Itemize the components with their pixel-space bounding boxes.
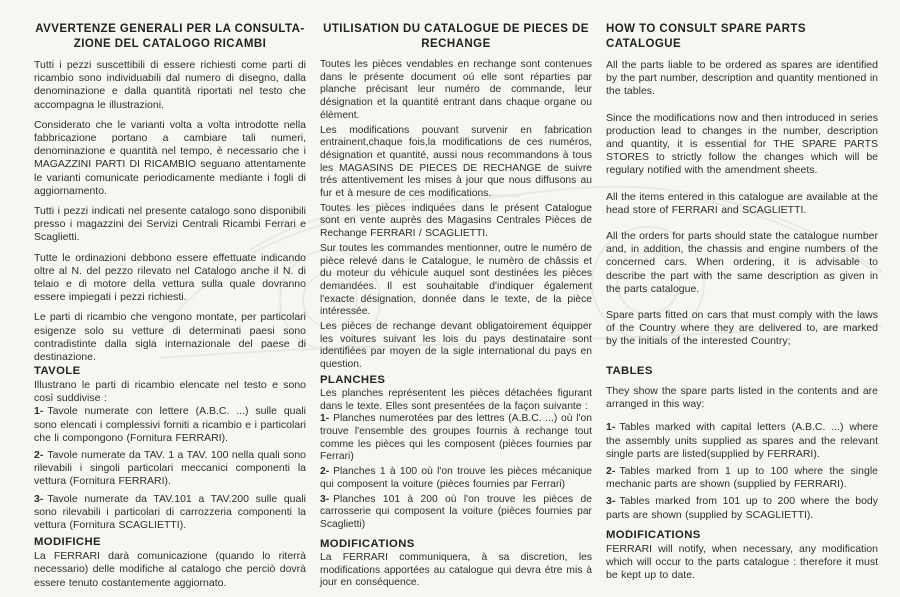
paragraph: Les modifications pouvant survenir en fabrication entrainent,chaque fois,la modifications de ces numéros, désignation et quantité, aussi nous recommandons à tous les MAGASINS DE PIECES DE RECHANGE de suivre trés attentivement les mises à jour que nous diffusons au fur et à mesure de ces modifications.	[320, 124, 592, 200]
item-text: Tavole numerate con lettere (A.B.C. ...) sulle quali sono elencati i complessivi forniti a ricambio e i particolari che li compongono (Fornitura FERRARI).	[34, 405, 306, 444]
paragraph: Sur toutes les commandes mentionner, outre le numéro de pièce relevé dans le Catalogue, le numèro de châssis et du moteur du véhicule auquel sont destinées les pièces demandées. Il est souhaitable d'indiquer également l'exacte désignation, donnée dans le texte, de la pièce intéressée.	[320, 242, 592, 318]
item-number: 3-	[34, 492, 44, 505]
column-italian	[34, 22, 306, 597]
section-heading: MODIFICATIONS	[320, 537, 415, 550]
column-title-english	[606, 22, 878, 56]
list-item	[320, 413, 592, 464]
paragraph: La FERRARI darà comunicazione (quando lo riterrà necessario) delle modifiche al catalogo che perciò dovrà essere tenuto costantemente aggiornato.	[34, 550, 306, 589]
column-english	[606, 22, 878, 597]
modifications-section-english	[606, 529, 878, 583]
tables-section-italian	[34, 365, 306, 532]
item-text: Planches 1 à 100 où l'on trouve les pièces mécanique qui composent la voiture (pièces fournies par Ferrari)	[320, 466, 592, 490]
paragraph: Since the modifications now and then introduced in series production lead to changes in the number, description and quantity, it is essential for THE SPARE PARTS STORES to strictly follow the changes which will be regulary notified with the amendment sheets.	[606, 111, 878, 177]
paragraph: All the parts liable to be ordered as spares are identified by the part number, description and quantity mentioned in the tables.	[606, 59, 878, 98]
list-item	[606, 495, 878, 521]
item-text: Planches 101 à 200 où l'on trouve les pièces de carrosserie qui composent la voiture (pièces fournies par Scaglietti)	[320, 493, 592, 530]
column-title-italian	[34, 22, 306, 56]
item-number: 3-	[606, 495, 616, 508]
section-heading: TAVOLE	[34, 365, 81, 377]
paragraph: Les pièces de rechange devant obligatoirement équipper les voitures suivant les lois du pays destinataire sont identifiées par moyen de la sigle international du pays en question.	[320, 321, 592, 371]
section-heading: MODIFICATIONS	[606, 529, 701, 541]
section-intro: Illustrano le parti di ricambio elencate nel testo e sono così suddivise :	[34, 379, 306, 405]
list-item	[34, 449, 306, 489]
item-text: Planches numerotées par des lettres (A.B.C. ...) où l'on trouve l'ensemble des groupes fournis à rechange tout comme les pièces qui les composent (pièces fournies par Ferrari)	[320, 413, 592, 463]
section-heading: PLANCHES	[320, 373, 386, 386]
paragraph: Toutes les pièces indiquées dans le présent Catalogue sont en vente auprès des Magasins Centrales Pièces de Rechange FERRARI / SCAGLIETTI.	[320, 202, 592, 240]
paragraph: Tutti i pezzi suscettibili di essere richiesti come parti di ricambio sono individuabili dal numero di disegno, dalla denominazione e dalla quantità riportati nel testo che accompagna le illustrazioni.	[34, 59, 306, 111]
item-number: 2-	[606, 465, 616, 478]
title-line: ZIONE DEL CATALOGO RICAMBI	[73, 38, 267, 50]
paragraph: Considerato che le varianti volta a volta introdotte nella fabbricazione portano a cambiare tali numeri, denominazione e quantità nel tempo, è necessario che i MAGAZZINI PARTI DI RICAMBIO seguano attentamente le varianti comunicate periodicamente mediante i fogli di aggiornamento.	[34, 118, 306, 197]
intro-paragraphs-english	[606, 59, 878, 365]
modifications-section-italian	[34, 536, 306, 590]
title-line: AVVERTENZE GENERALI PER LA CONSULTA-	[35, 23, 305, 35]
list-item	[320, 466, 592, 491]
item-number: 1-	[606, 421, 616, 434]
title-line: HOW TO CONSULT SPARE PARTS CATALOGUE	[606, 23, 806, 50]
item-text: Tavole numerate da TAV. 1 a TAV. 100 nella quali sono rilevabili i singoli particolari meccanici componenti la vettura (Fornitura FERRARI).	[34, 449, 306, 488]
paragraph: Spare parts fitted on cars that must comply with the laws of the Country where they are delivered to, are marked by the initials of the interested Country;	[606, 309, 878, 348]
item-number: 2-	[34, 449, 44, 462]
paragraph: Toutes les pièces vendables en rechange sont contenues dans le présente document oú elle sont réparties par planche précisant leur numéro de commande, leur désignation et la quantité entrant dans chaque organe ou élèment.	[320, 59, 592, 121]
list-item	[34, 405, 306, 445]
item-number: 2-	[320, 466, 330, 478]
column-french	[320, 22, 592, 597]
section-heading: TABLES	[606, 365, 653, 377]
item-number: 3-	[320, 493, 330, 505]
table-items	[320, 413, 592, 531]
paragraph: All the orders for parts should state the catalogue number and, in addition, the chassis and engine numbers of the concerned cars. When ordering, it is advisable to describe the part with the same description as given in the parts catalogue.	[606, 230, 878, 295]
item-text: Tables marked from 1 up to 100 where the single mechanic parts are shown (supplied by FERRARI).	[606, 465, 878, 491]
paragraph: Tutti i pezzi indicati nel presente catalogo sono disponibili presso i magazzini dei Servizi Centrali Ricambi Ferrari e Scaglietti.	[34, 205, 306, 244]
paragraph: Le parti di ricambio che vengono montate, per particolari esigenze solo su vetture di determinati paesi sono contradistinte dalla sigla internazionale del paese di destinazione.	[34, 311, 306, 364]
list-item	[606, 421, 878, 461]
tables-section-english	[606, 365, 878, 529]
title-line: RECHANGE	[421, 38, 491, 50]
paragraph: La FERRARI communiquera, à sa discretion, les modifications apportées au catalogue qui devra étre mis à jour en conséquence.	[320, 551, 592, 589]
item-number: 1-	[320, 413, 330, 425]
section-intro: They show the spare parts listed in the contents and are arranged in this way:	[606, 385, 878, 411]
item-text: Tables marked from 101 up to 200 where the body parts are shown (supplied by SCAGLIETTI).	[606, 495, 878, 521]
modifications-section-french	[320, 538, 592, 590]
list-item	[34, 493, 306, 533]
column-title-french	[320, 22, 592, 56]
section-heading: MODIFICHE	[34, 536, 101, 549]
item-text: Tables marked with capital letters (A.B.C. ...) where the assembly units supplied as spares and the relevant single parts are listed(supplied by FERRARI).	[606, 421, 878, 460]
list-item	[606, 465, 878, 491]
table-items	[34, 405, 306, 532]
item-text: Tavole numerate da TAV.101 a TAV.200 sulle quali sono rilevabili i particolari di carrozzeria componenti la vettura (Fornitura SCAGLIETTI).	[34, 492, 306, 532]
section-intro: Les planches représentent les pièces détachées figurant dans le texte. Elles sont presentées de la façon suivante :	[320, 387, 592, 412]
title-line: UTILISATION DU CATALOGUE DE PIECES DE	[323, 23, 589, 35]
list-item	[320, 494, 592, 532]
intro-paragraphs-italian	[34, 59, 306, 365]
table-items	[606, 421, 878, 521]
item-number: 1-	[34, 405, 44, 418]
paragraph: Tutte le ordinazioni debbono essere effettuate indicando oltre al N. del pezzo rilevato nel Catalogo anche il N. di telaio e di motore della vettura sulla quale dovranno essere impiegati i pezzi richiesti.	[34, 251, 306, 304]
tables-section-french	[320, 374, 592, 538]
paragraph: FERRARI will notify, when necessary, any modification which will occur to the parts catalogue : therefore it must be kept up to date.	[606, 543, 878, 582]
paragraph: All the items entered in this catalogue are available at the head store of FERRARI and SCAGLIETTI.	[606, 190, 878, 216]
intro-paragraphs-french	[320, 59, 592, 372]
